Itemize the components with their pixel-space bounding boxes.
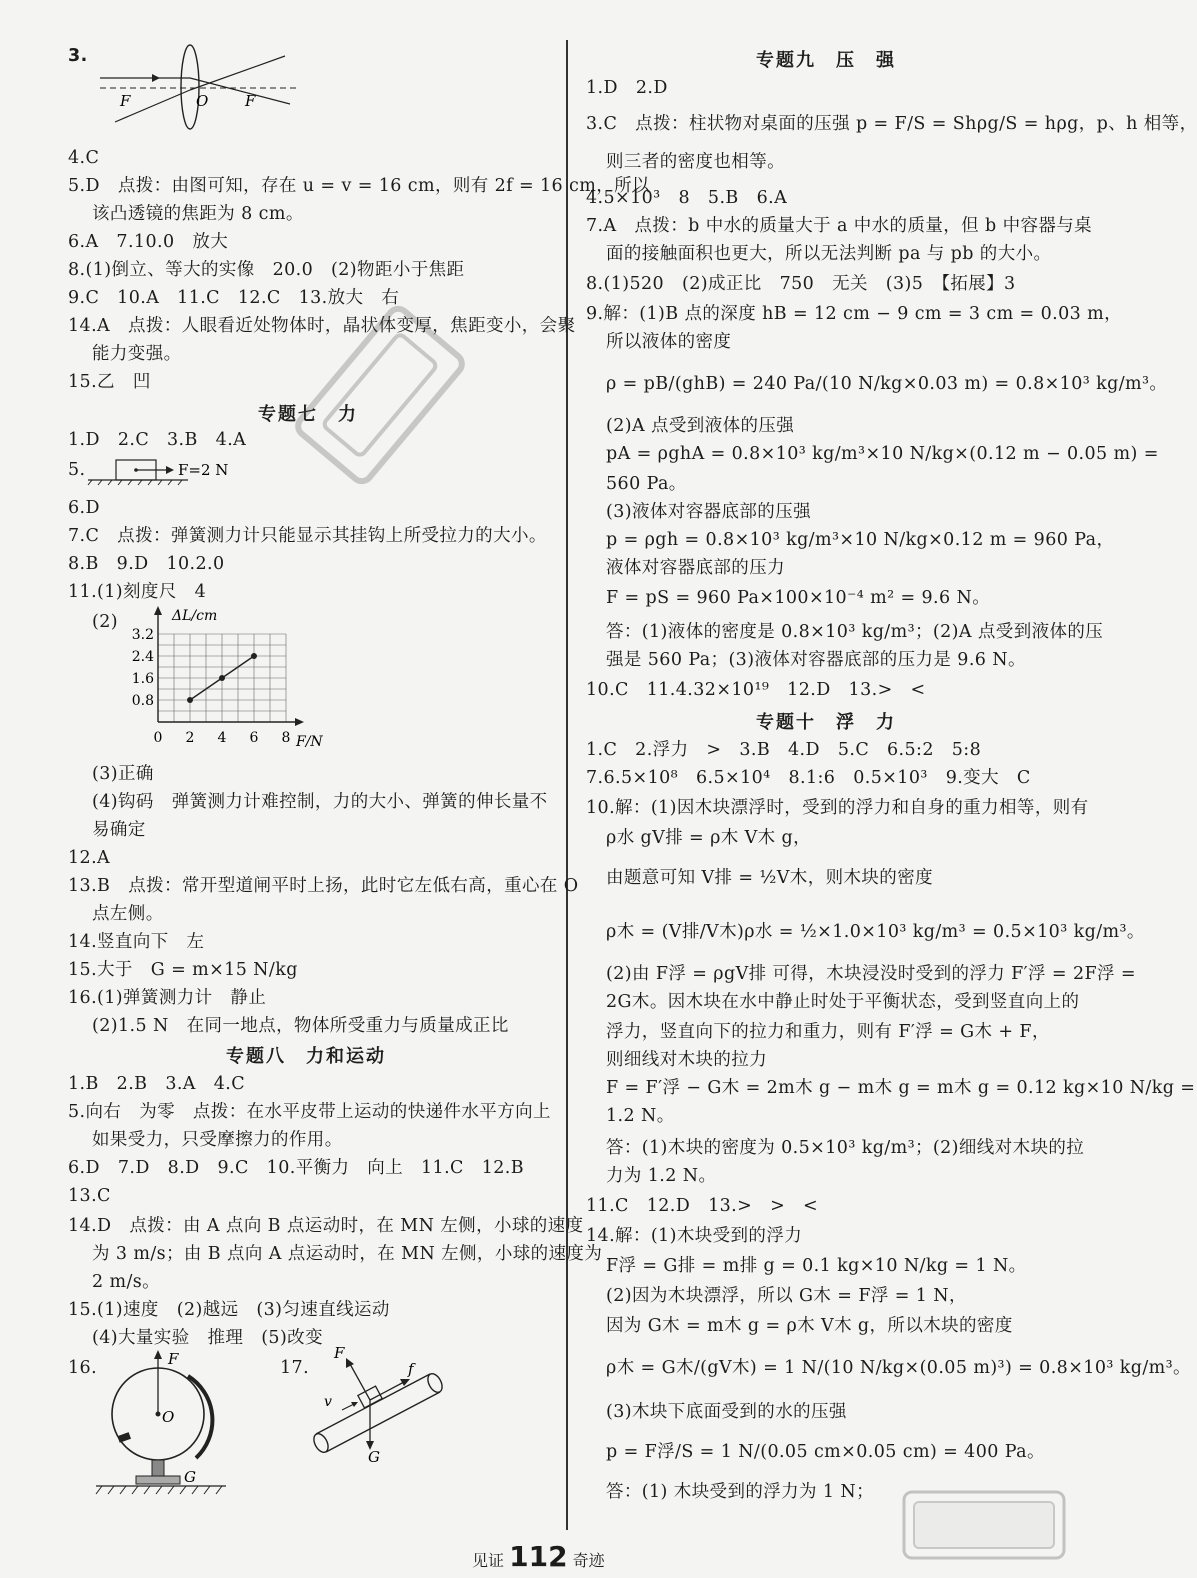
- answer-line: 16.: [68, 1358, 98, 1378]
- answer-line: 7.6.5×10⁸ 6.5×10⁴ 8.1:6 0.5×10³ 9.变大 C: [586, 768, 1031, 788]
- answer-line: 7.C 点拨：弹簧测力计只能显示其挂钩上所受拉力的大小。: [68, 526, 547, 546]
- answer-line: 6.D 7.D 8.D 9.C 10.平衡力 向上 11.C 12.B: [68, 1158, 525, 1178]
- answer-line: (3)木块下底面受到的水的压强: [606, 1402, 847, 1422]
- answer-line: 8.(1)倒立、等大的实像 20.0 (2)物距小于焦距: [68, 260, 465, 280]
- fig17-incline-diagram: [308, 1344, 448, 1466]
- section-title-8: 专题八 力和运动: [226, 1046, 386, 1067]
- answer-line: 点左侧。: [92, 904, 164, 924]
- answer-line: 5.D 点拨：由图可知，存在 u = v = 16 cm，则有 2f = 16 cm，所以: [68, 176, 650, 196]
- lens-focus-left: F: [120, 92, 131, 110]
- answer-line: 2 m/s。: [92, 1272, 161, 1292]
- y-tick-label: 3.2: [131, 627, 154, 643]
- answer-line: 1.D 2.C 3.B 4.A: [68, 430, 247, 450]
- answer-line: (4)钩码 弹簧测力计难控制，力的大小、弹簧的伸长量不: [92, 792, 548, 812]
- answer-line: 则三者的密度也相等。: [606, 152, 785, 172]
- column-divider: [566, 40, 568, 1530]
- answer-line: 9.解：(1)B 点的深度 hB = 12 cm − 9 cm = 3 cm = 0.03 m，: [586, 304, 1122, 324]
- answer-line: pA = ρghA = 0.8×10³ kg/m³×10 N/kg×(0.12 m − 0.05 m) =: [606, 444, 1159, 464]
- section-title-7: 专题七 力: [258, 404, 358, 425]
- answer-line: 13.C: [68, 1186, 111, 1206]
- y-tick-label: 1.6: [131, 671, 154, 687]
- answer-line: 浮力，竖直向下的拉力和重力，则有 F′浮 = G木 + F，: [606, 1022, 1050, 1042]
- watermark-stamp: [280, 290, 480, 500]
- answer-line: (4)大量实验 推理 (5)改变: [92, 1328, 323, 1348]
- answer-line: 答：(1)液体的密度是 0.8×10³ kg/m³；(2)A 点受到液体的压: [606, 622, 1104, 642]
- answer-line: 能力变强。: [92, 344, 182, 364]
- answer-line: (2)1.5 N 在同一地点，物体所受重力与质量成正比: [92, 1016, 509, 1036]
- answer-line: 14.D 点拨：由 A 点向 B 点运动时，在 MN 左侧，小球的速度: [68, 1216, 584, 1236]
- fig16-F-label: F: [168, 1350, 179, 1368]
- answer-line: 16.(1)弹簧测力计 静止: [68, 988, 267, 1008]
- footer-right: 奇迹: [572, 1551, 605, 1570]
- x-tick-label: 2: [185, 730, 195, 746]
- fig17-F-label: F: [334, 1344, 345, 1362]
- answer-line: 答：(1) 木块受到的浮力为 1 N；: [606, 1482, 875, 1502]
- y-tick-label: 0.8: [131, 693, 154, 709]
- answer-line: (2)A 点受到液体的压强: [606, 416, 795, 436]
- answer-line: 由题意可知 V排 = ½V木，则木块的密度: [606, 868, 933, 888]
- x-tick-label: 4: [217, 730, 227, 746]
- answer-line: 1.2 N。: [606, 1106, 675, 1126]
- answer-line: 10.解：(1)因木块漂浮时，受到的浮力和自身的重力相等，则有: [586, 798, 1089, 818]
- answer-line: 则细线对木块的拉力: [606, 1050, 768, 1070]
- q3-label: 3.: [68, 46, 88, 66]
- lens-ray-diagram: [100, 42, 310, 132]
- section-title-10: 专题十 浮 力: [756, 712, 896, 733]
- answer-line: 14.解：(1)木块受到的浮力: [586, 1226, 803, 1246]
- answer-line: 面的接触面积也更大，所以无法判断 pa 与 pb 的大小。: [606, 244, 1052, 264]
- answer-line: 8.(1)520 (2)成正比 750 无关 (3)5 【拓展】3: [586, 274, 1016, 294]
- data-point: [219, 675, 225, 681]
- spring-extension-graph: [120, 606, 340, 756]
- answer-line: 强是 560 Pa；(3)液体对容器底部的压力是 9.6 N。: [606, 650, 1026, 670]
- answer-line: 7.A 点拨：b 中水的质量大于 a 中水的质量，但 b 中容器与桌: [586, 216, 1093, 236]
- answer-line: 因为 G木 = m木 g = ρ木 V木 g，所以木块的密度: [606, 1316, 1013, 1336]
- section-title-9: 专题九 压 强: [756, 50, 896, 71]
- answer-line: 6.D: [68, 498, 100, 518]
- answer-line: (2)由 F浮 = ρgV排 可得，木块浸没时受到的浮力 F′浮 = 2F浮 =: [606, 964, 1136, 984]
- answer-line: 3.C 点拨：柱状物对桌面的压强 p = F/S = Shρg/S = hρg，p、h 相等，: [586, 114, 1197, 134]
- answer-line: (2)因为木块漂浮，所以 G木 = F浮 = 1 N，: [606, 1286, 967, 1306]
- answer-line: 11.(1)刻度尺 4: [68, 582, 207, 602]
- answer-line: 17.: [280, 1358, 310, 1378]
- footer-left: 见证: [472, 1551, 505, 1570]
- fig17-v-label: v: [324, 1394, 332, 1410]
- block-force-diagram: [88, 450, 248, 486]
- answer-line: (2): [92, 612, 118, 632]
- x-tick-label: 6: [249, 730, 259, 746]
- x-axis-label: F/N: [296, 734, 323, 750]
- answer-line: 14.竖直向下 左: [68, 932, 205, 952]
- answer-line: F浮 = G排 = m排 g = 0.1 kg×10 N/kg = 1 N。: [606, 1256, 1027, 1276]
- answer-line: 14.A 点拨：人眼看近处物体时，晶状体变厚，焦距变小，会聚: [68, 316, 576, 336]
- answer-line: 560 Pa。: [606, 474, 687, 494]
- answer-line: 1.C 2.浮力 > 3.B 4.D 5.C 6.5:2 5:8: [586, 740, 982, 760]
- answer-line: 12.A: [68, 848, 111, 868]
- answer-line: 所以液体的密度: [606, 332, 732, 352]
- lens-focus-right: F: [245, 92, 256, 110]
- answer-line: 力为 1.2 N。: [606, 1166, 717, 1186]
- answer-line: 15.大于 G = m×15 N/kg: [68, 960, 298, 980]
- answer-line: p = F浮/S = 1 N/(0.05 cm×0.05 cm) = 400 Pa。: [606, 1442, 1045, 1462]
- page-number: 112: [509, 1540, 568, 1573]
- y-tick-label: 2.4: [131, 649, 154, 665]
- answer-line: 10.C 11.4.32×10¹⁹ 12.D 13.> <: [586, 680, 926, 700]
- y-axis-label: ΔL/cm: [172, 608, 218, 624]
- answer-line: 1.B 2.B 3.A 4.C: [68, 1074, 246, 1094]
- block-force-label: F=2 N: [178, 461, 229, 479]
- answer-line: (3)正确: [92, 764, 154, 784]
- answer-line: (3)液体对容器底部的压强: [606, 502, 811, 522]
- answer-line: 15.(1)速度 (2)越远 (3)匀速直线运动: [68, 1300, 390, 1320]
- corner-watermark: [900, 1486, 1070, 1566]
- answer-line: ρ水 gV排 = ρ木 V木 g，: [606, 828, 812, 848]
- fig16-O-label: O: [162, 1408, 175, 1426]
- data-point: [251, 653, 257, 659]
- answer-line: 1.D 2.D: [586, 78, 668, 98]
- answer-line: 5.向右 为零 点拨：在水平皮带上运动的快递件水平方向上: [68, 1102, 551, 1122]
- answer-line: 6.A 7.10.0 放大: [68, 232, 229, 252]
- answer-line: 2G木。因木块在水中静止时处于平衡状态，受到竖直向上的: [606, 992, 1080, 1012]
- data-point: [187, 697, 193, 703]
- x-tick-label: 0: [153, 730, 163, 746]
- fig17-f-label: f: [408, 1360, 414, 1378]
- page-footer: [472, 1540, 605, 1573]
- answer-line: p = ρgh = 0.8×10³ kg/m³×10 N/kg×0.12 m = 960 Pa，: [606, 530, 1115, 550]
- answer-line: 液体对容器底部的压力: [606, 558, 785, 578]
- answer-line: ρ木 = G木/(gV木) = 1 N/(10 N/kg×(0.05 m)³) = 0.8×10³ kg/m³。: [606, 1358, 1191, 1378]
- lens-center: O: [196, 92, 209, 110]
- answer-line: 4.C: [68, 148, 100, 168]
- answer-line: 如果受力，只受摩擦力的作用。: [92, 1130, 343, 1150]
- answer-line: 8.B 9.D 10.2.0: [68, 554, 225, 574]
- fig17-G-label: G: [368, 1448, 380, 1466]
- answer-line: F = pS = 960 Pa×100×10⁻⁴ m² = 9.6 N。: [606, 588, 991, 608]
- fig16-G-label: G: [184, 1468, 196, 1486]
- answer-line: 为 3 m/s；由 B 点向 A 点运动时，在 MN 左侧，小球的速度为: [92, 1244, 603, 1264]
- answer-line: 答：(1)木块的密度为 0.5×10³ kg/m³；(2)细线对木块的拉: [606, 1138, 1085, 1158]
- answer-line: 13.B 点拨：常开型道闸平时上扬，此时它左低右高，重心在 O: [68, 876, 579, 896]
- answer-line: 4.5×10³ 8 5.B 6.A: [586, 188, 788, 208]
- answer-line: 易确定: [92, 820, 146, 840]
- fig16-force-diagram: [96, 1346, 246, 1502]
- answer-line: ρ = pB/(ghB) = 240 Pa/(10 N/kg×0.03 m) = 0.8×10³ kg/m³。: [606, 374, 1168, 394]
- answer-line: 15.乙 凹: [68, 372, 151, 392]
- answer-line: 9.C 10.A 11.C 12.C 13.放大 右: [68, 288, 400, 308]
- answer-line: 5.: [68, 460, 86, 480]
- answer-line: 该凸透镜的焦距为 8 cm。: [92, 204, 304, 224]
- answer-line: 11.C 12.D 13.> > <: [586, 1196, 819, 1216]
- answer-line: ρ木 = (V排/V木)ρ水 = ½×1.0×10³ kg/m³ = 0.5×10³ kg/m³。: [606, 922, 1145, 942]
- x-tick-label: 8: [281, 730, 291, 746]
- answer-line: F = F′浮 − G木 = 2m木 g − m木 g = m木 g = 0.12 kg×10 N/kg =: [606, 1078, 1196, 1098]
